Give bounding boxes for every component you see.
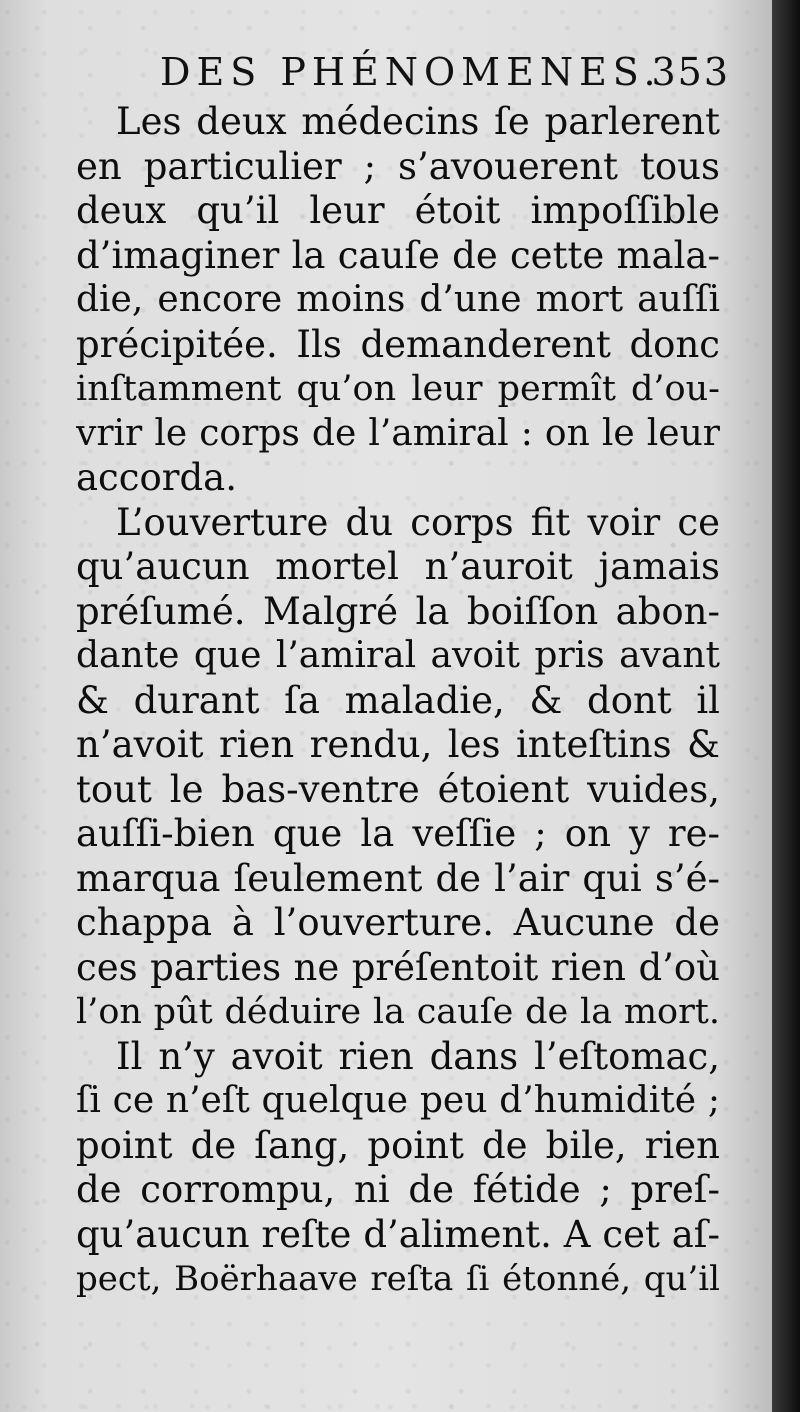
text-line: précipitée. Ils demanderent donc bbox=[76, 322, 720, 366]
text-line: accorda. bbox=[76, 456, 237, 499]
text-line: tout le bas-ventre étoient vuides, bbox=[76, 767, 720, 811]
text-line: d’imaginer la cauſe de cette mala- bbox=[76, 233, 720, 277]
text-line: vrir le corps de l’amiral : on le leur bbox=[76, 412, 720, 454]
text-line: deux qu’il leur étoit impoſſible bbox=[76, 189, 720, 232]
text-line: n’avoit rien rendu, les inteſtins & bbox=[76, 723, 720, 766]
text-line: en particulier ; s’avouerent tous bbox=[76, 144, 720, 188]
text-line: de corrompu, ni de fétide ; preſ- bbox=[76, 1168, 720, 1211]
text-line: dante que l’amiral avoit pris avant bbox=[76, 635, 720, 676]
text-line: chappa à l’ouverture. Aucune de bbox=[76, 901, 720, 944]
text-line: Les deux médecins ſe parlerent bbox=[116, 100, 720, 143]
text-line: ſi ce n’eſt quelque peu d’humidité ; bbox=[76, 1080, 720, 1121]
text-line: point de ſang, point de bile, rien bbox=[76, 1123, 720, 1167]
text-line: ces parties ne préſentoit rien d’où bbox=[76, 945, 720, 989]
text-line: Il n’y avoit rien dans l’eſtomac, bbox=[116, 1034, 720, 1078]
text-line: l’on pût déduire la cauſe de la mort. bbox=[76, 992, 720, 1032]
text-line: préſumé. Malgré la boiſſon abon- bbox=[76, 589, 720, 633]
running-header bbox=[160, 50, 730, 94]
text-line: qu’aucun mortel n’auroit jamais bbox=[76, 545, 720, 588]
text-line: & durant ſa maladie, & dont il bbox=[76, 678, 720, 722]
body-text bbox=[76, 100, 720, 1302]
text-line: marqua ſeulement de l’air qui s’é- bbox=[76, 856, 720, 900]
text-line: inſtamment qu’on leur permît d’ou- bbox=[76, 369, 720, 409]
text-line: die, encore moins d’une mort auſſi bbox=[76, 279, 720, 320]
page-edge-shadow bbox=[772, 0, 800, 1412]
text-line: qu’aucun reſte d’aliment. A cet aſ- bbox=[76, 1212, 720, 1256]
page-number: 353 bbox=[651, 50, 730, 94]
text-line: pect, Boërhaave reſta ſi étonné, qu’il bbox=[76, 1259, 720, 1299]
text-line: L’ouverture du corps fit voir ce bbox=[116, 500, 720, 544]
running-title: DES PHÉNOMENES. bbox=[160, 50, 662, 94]
text-line: auſſi-bien que la veſſie ; on y re- bbox=[76, 812, 720, 855]
